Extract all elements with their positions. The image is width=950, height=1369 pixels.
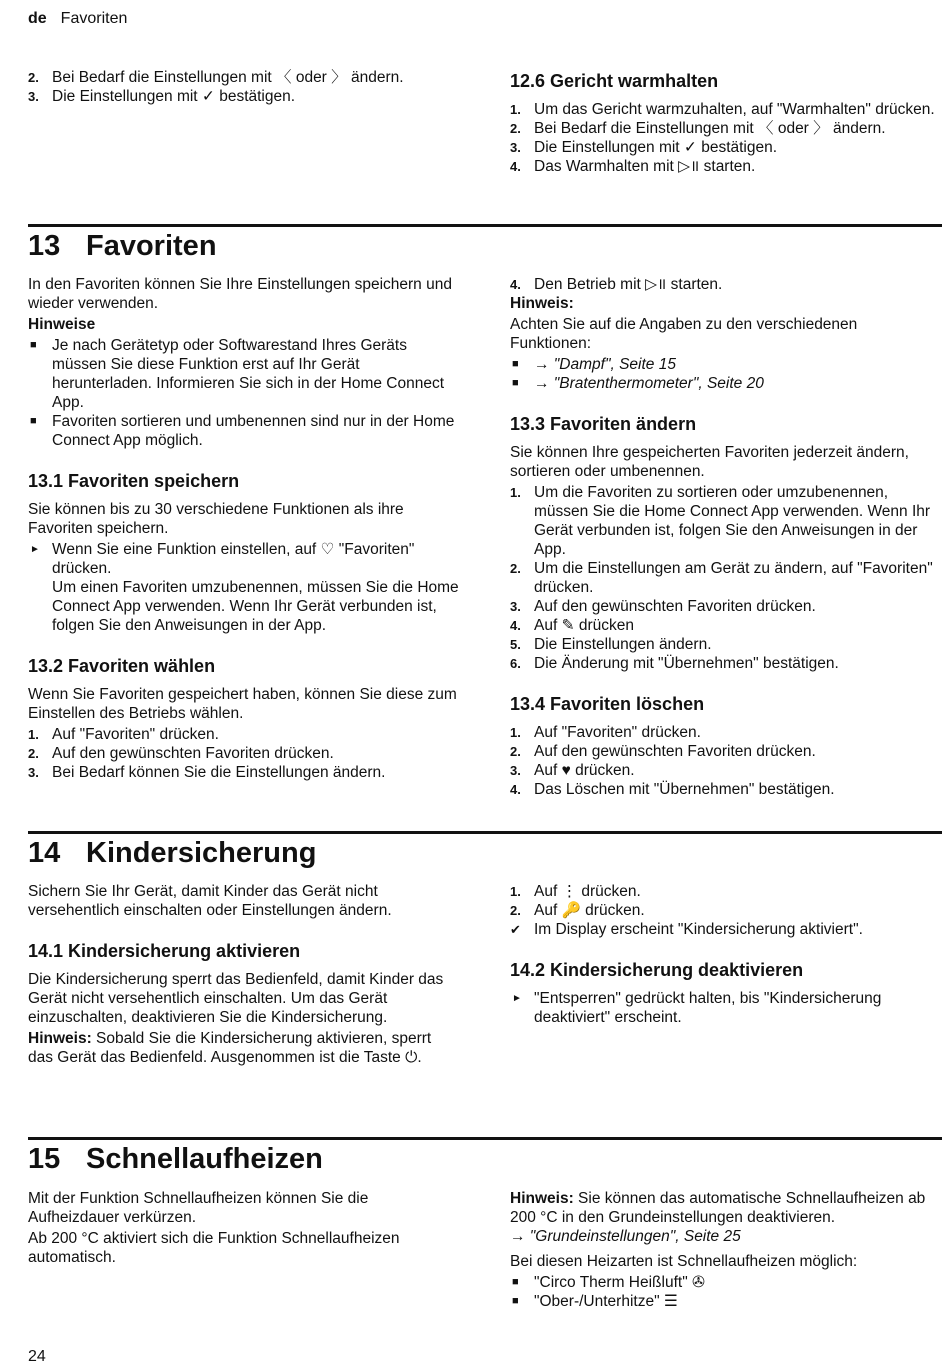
list-item: ► "Entsperren" gedrückt halten, bis "Kindersicherung deaktiviert" erscheint. xyxy=(512,990,882,1026)
list-item: ■ → "Bratenthermometer", Seite 20 xyxy=(512,375,764,392)
list-item: 2. Auf 🔑 drücken. xyxy=(510,902,645,919)
section-title: 13.3 Favoriten ändern xyxy=(510,414,697,434)
section-12-6 xyxy=(510,70,942,176)
page-number: 24 xyxy=(28,1348,46,1365)
section-14-left xyxy=(28,882,460,1069)
list-item: 4. Auf ✎ drücken xyxy=(510,617,635,634)
list-item: ► Wenn Sie eine Funktion einstellen, auf ♡ "Favoriten" drücken. Um einen Favoriten umzubenennen, müssen Sie die Home Connect App verwenden. Wenn Ihr Gerät verbunden ist, folgen Sie den Anweisungen in der App. xyxy=(30,541,459,634)
list-item: 3. Auf den gewünschten Favoriten drücken. xyxy=(510,598,816,615)
list-item: 2. Bei Bedarf die Einstellungen mit 〈 oder 〉 ändern. xyxy=(28,69,404,86)
section-title: 13.2 Favoriten wählen xyxy=(28,656,216,676)
list-item: 3. Die Einstellungen mit ✓ bestätigen. xyxy=(28,88,296,105)
body-text: Mit der Funktion Schnellaufheizen können Sie die Aufheizdauer verkürzen. xyxy=(28,1190,369,1226)
chapter-title-15: 15 Schnellaufheizen xyxy=(28,1143,323,1175)
divider xyxy=(28,1137,942,1140)
section-15-left xyxy=(28,1189,460,1269)
list-item: ■ "Ober-/Unterhitze" ☰ xyxy=(512,1293,678,1310)
list-item: 1. Auf ⋮ drücken. xyxy=(510,883,641,900)
intro-text: In den Favoriten können Sie Ihre Einstellungen speichern und wieder verwenden. xyxy=(28,276,452,312)
page-header xyxy=(28,10,127,28)
list-item: ■ Favoriten sortieren und umbenennen sind nur in der Home Connect App möglich. xyxy=(30,413,455,449)
chapter-title-14: 14 Kindersicherung xyxy=(28,837,317,869)
list-item: 1. Auf "Favoriten" drücken. xyxy=(28,726,219,743)
section-title: 13.4 Favoriten löschen xyxy=(510,694,705,714)
note-text: Achten Sie auf die Angaben zu den verschiedenen Funktionen: xyxy=(510,316,858,352)
list-item: 4. Den Betrieb mit ▷॥ starten. xyxy=(510,276,723,293)
section-title: 12.6 Gericht warmhalten xyxy=(510,71,719,91)
list-item: 3. Die Einstellungen mit ✓ bestätigen. xyxy=(510,139,778,156)
section-14-right xyxy=(510,882,942,1027)
list-item: 1. Um das Gericht warmzuhalten, auf "Warmhalten" drücken. xyxy=(510,101,935,118)
body-text: Wenn Sie Favoriten gespeichert haben, können Sie diese zum Einstellen des Betriebs wählen. xyxy=(28,686,457,722)
body-text: Sie können bis zu 30 verschiedene Funktionen als ihre Favoriten speichern. xyxy=(28,501,404,537)
list-item: ■ "Circo Therm Heißluft" ✇ xyxy=(512,1274,705,1291)
list-item: 2. Um die Einstellungen am Gerät zu ändern, auf "Favoriten" drücken. xyxy=(510,560,933,596)
body-text: Bei diesen Heizarten ist Schnellaufheizen möglich: xyxy=(510,1253,858,1270)
result-item: ✔ Im Display erscheint "Kindersicherung aktiviert". xyxy=(510,921,863,938)
body-text: Sie können Ihre gespeicherten Favoriten jederzeit ändern, sortieren oder umbenennen. xyxy=(510,444,909,480)
section-title: 14.2 Kindersicherung deaktivieren xyxy=(510,960,804,980)
notes-title: Hinweise xyxy=(28,316,96,333)
list-item: 3. Bei Bedarf können Sie die Einstellungen ändern. xyxy=(28,764,386,781)
section-title: 13.1 Favoriten speichern xyxy=(28,471,240,491)
divider xyxy=(28,831,942,834)
note-title: Hinweis: xyxy=(510,295,574,312)
section-title: 14.1 Kindersicherung aktivieren xyxy=(28,941,301,961)
header-section: Favoriten xyxy=(60,10,128,27)
section-13-left xyxy=(28,275,460,782)
list-item: ■ → "Dampf", Seite 15 xyxy=(512,356,676,373)
list-item: 4. Das Löschen mit "Übernehmen" bestätigen. xyxy=(510,781,835,798)
intro-text: Sichern Sie Ihr Gerät, damit Kinder das Gerät nicht versehentlich einschalten oder Einstellungen ändern. xyxy=(28,883,392,919)
top-left-steps xyxy=(28,68,458,106)
body-text: Ab 200 °C aktiviert sich die Funktion Schnellaufheizen automatisch. xyxy=(28,1230,400,1266)
section-15-right xyxy=(510,1189,942,1311)
list-item: 6. Die Änderung mit "Übernehmen" bestätigen. xyxy=(510,655,839,672)
note-text: Hinweis: Sobald Sie die Kindersicherung aktivieren, sperrt das Gerät das Bedienfeld. Ausgenommen ist die Taste ⏻. xyxy=(28,1030,432,1066)
list-item: 1. Auf "Favoriten" drücken. xyxy=(510,724,701,741)
body-text: Die Kindersicherung sperrt das Bedienfeld, damit Kinder das Gerät nicht versehentlich einschalten. Um das Gerät einzuschalten, deaktivieren Sie die Kindersicherung. xyxy=(28,971,444,1026)
list-item: 2. Auf den gewünschten Favoriten drücken. xyxy=(510,743,816,760)
list-item: 3. Auf ♥ drücken. xyxy=(510,762,635,779)
chapter-title-13: 13 Favoriten xyxy=(28,230,217,262)
list-item: ■ Je nach Gerätetyp oder Softwarestand Ihres Geräts müssen Sie diese Funktion erst auf Ihr Gerät herunterladen. Informieren Sie sich in der Home Connect App. xyxy=(30,337,445,411)
list-item: 2. Bei Bedarf die Einstellungen mit 〈 oder 〉 ändern. xyxy=(510,120,886,137)
note-text: Hinweis: Sie können das automatische Schnellaufheizen ab 200 °C in den Grundeinstellungen deaktivieren. → "Grundeinstellungen", Seite 25 xyxy=(510,1190,926,1245)
list-item: 5. Die Einstellungen ändern. xyxy=(510,636,712,653)
list-item: 1. Um die Favoriten zu sortieren oder umzubenennen, müssen Sie die Home Connect App verwenden. Wenn Ihr Gerät verbunden ist, folgen Sie den Anweisungen in der App. xyxy=(510,484,931,558)
list-item: 4. Das Warmhalten mit ▷॥ starten. xyxy=(510,158,756,175)
list-item: 2. Auf den gewünschten Favoriten drücken. xyxy=(28,745,334,762)
divider xyxy=(28,224,942,227)
language-code: de xyxy=(28,10,47,27)
section-13-right xyxy=(510,275,942,799)
